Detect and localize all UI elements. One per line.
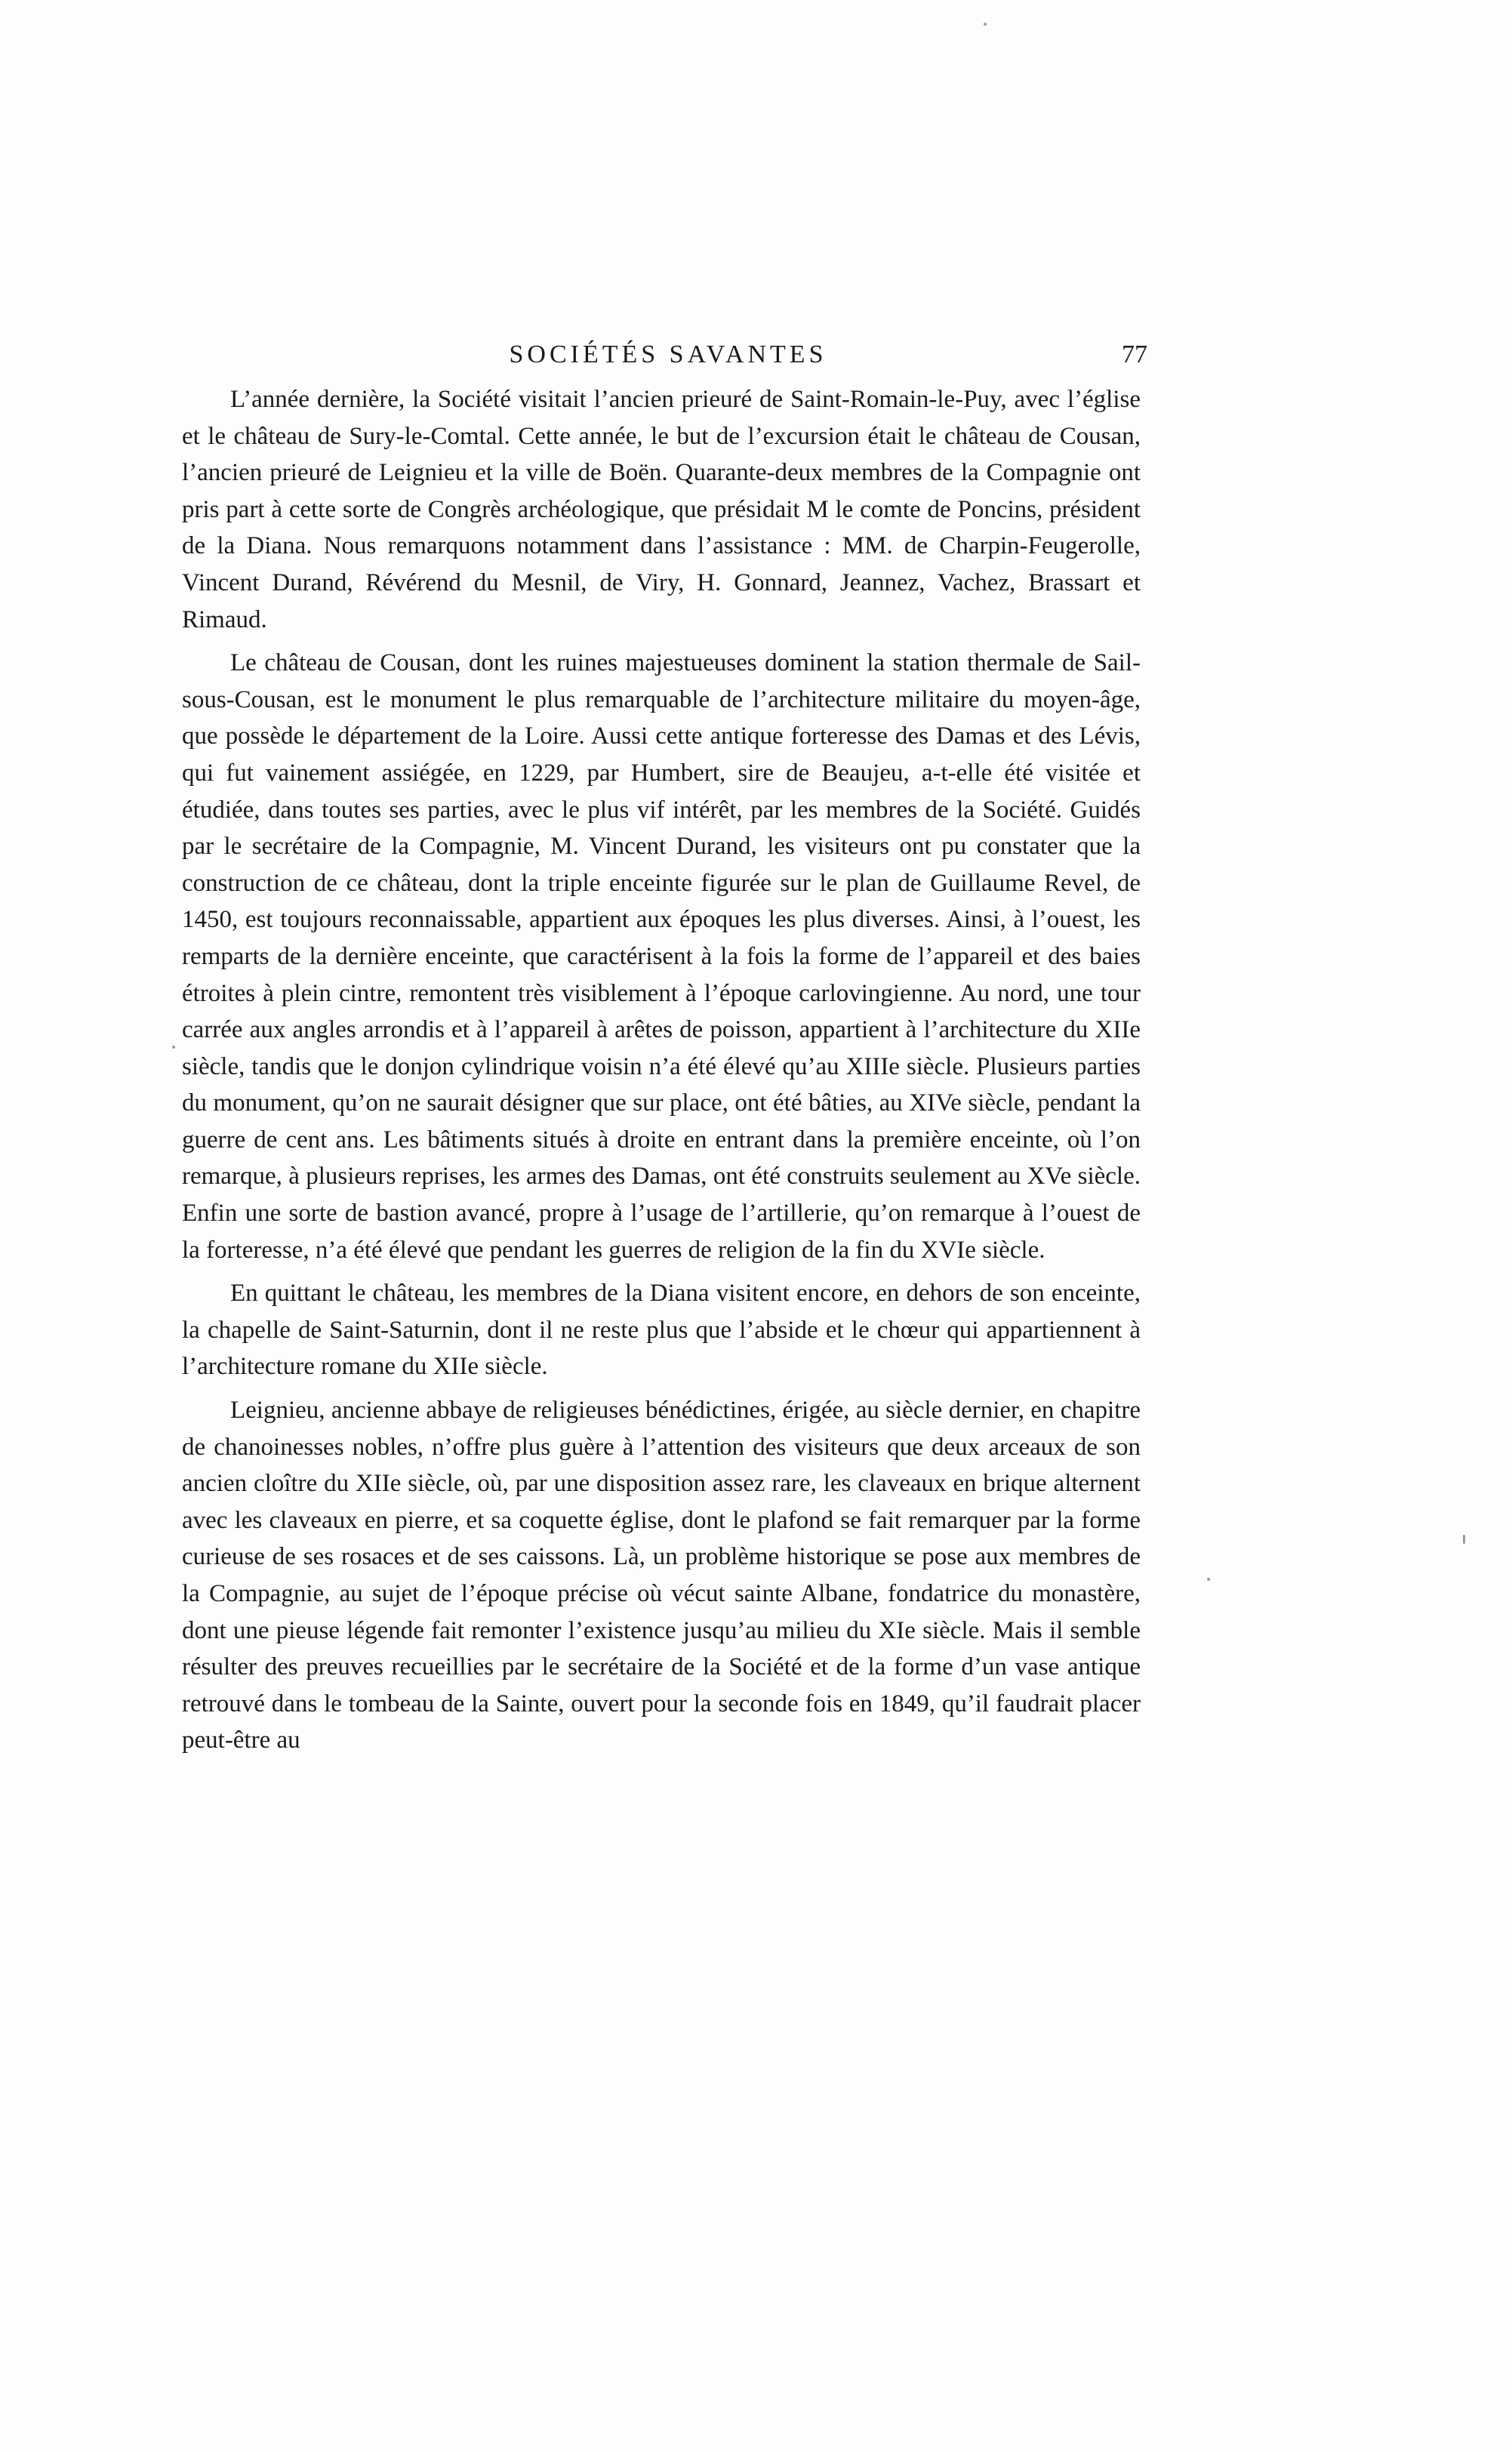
running-title: SOCIÉTÉS SAVANTES <box>509 340 827 368</box>
body-text <box>182 381 1141 1759</box>
paper-speck <box>1207 1578 1210 1581</box>
paper-speck <box>1463 1535 1465 1544</box>
page-header <box>189 336 1147 374</box>
page-number: 77 <box>1122 340 1147 368</box>
paper-speck <box>172 1046 175 1049</box>
paragraph-4: Leignieu, ancienne abbaye de religieuses bénédictines, érigée, au siècle dernier, en chapitre de chanoinesses nobles, n’offre plus guère à l’attention des visiteurs que deux arceaux de son ancien cloître du XIIe siècle, où, par une disposition assez rare, les claveaux en brique alternent avec les claveaux en pierre, et sa coquette église, dont le plafond se fait remarquer par la forme curieuse de ses rosaces et de ses caissons. Là, un problème historique se pose aux membres de la Compagnie, au sujet de l’époque précise où vécut sainte Albane, fondatrice du monastère, dont une pieuse légende fait remonter l’existence jusqu’au milieu du XIe siècle. Mais il semble résulter des preuves recueillies par le secrétaire de la Société et de la forme d’un vase antique retrouvé dans le tombeau de la Sainte, ouvert pour la seconde fois en 1849, qu’il faudrait placer peut-être au <box>182 1397 1141 1754</box>
paragraph-1: L’année dernière, la Société visitait l’ancien prieuré de Saint-Romain-le-Puy, avec l’église et le château de Sury-le-Comtal. Cette année, le but de l’excursion était le château de Cousan, l’ancien prieuré de Leignieu et la ville de Boën. Quarante-deux membres de la Compagnie ont pris part à cette sorte de Congrès archéologique, que présidait M le comte de Poncins, président de la Diana. Nous remarquons notamment dans l’assistance : MM. de Charpin-Feugerolle, Vincent Durand, Révérend du Mesnil, de Viry, H. Gonnard, Jeannez, Vachez, Brassart et Rimaud. <box>182 386 1141 633</box>
paper-speck <box>984 23 987 26</box>
paragraph-3: En quittant le château, les membres de la Diana visitent encore, en dehors de son enceinte, la chapelle de Saint-Saturnin, dont il ne reste plus que l’abside et le chœur qui appartiennent à l’architecture romane du XIIe siècle. <box>182 1280 1141 1381</box>
paragraph-2: Le château de Cousan, dont les ruines majestueuses dominent la station thermale de Sail-sous-Cousan, est le monument le plus remarquable de l’architecture militaire du moyen-âge, que possède le département de la Loire. Aussi cette antique forteresse des Damas et des Lévis, qui fut vainement assiégée, en 1229, par Humbert, sire de Beaujeu, a-t-elle été visitée et étudiée, dans toutes ses parties, avec le plus vif intérêt, par les membres de la Société. Guidés par le secrétaire de la Compagnie, M. Vincent Durand, les visiteurs ont pu constater que la construction de ce château, dont la triple enceinte figurée sur le plan de Guillaume Revel, de 1450, est toujours reconnaissable, appartient aux époques les plus diverses. Ainsi, à l’ouest, les remparts de la dernière enceinte, que caractérisent à la fois la forme de l’appareil et des baies étroites à plein cintre, remontent très visiblement à l’époque carlovingienne. Au nord, une tour carrée aux angles arrondis et à l’appareil à arêtes de poisson, appartient à l’architecture du XIIe siècle, tandis que le donjon cylindrique voisin n’a été élevé qu’au XIIIe siècle. Plusieurs parties du monument, qu’on ne saurait désigner que sur place, ont été bâties, au XIVe siècle, pendant la guerre de cent ans. Les bâtiments situés à droite en entrant dans la première enceinte, où l’on remarque, à plusieurs reprises, les armes des Damas, ont été construits seulement au XVe siècle. Enfin une sorte de bastion avancé, propre à l’usage de l’artillerie, qu’on remarque à l’ouest de la forteresse, n’a été élevé que pendant les guerres de religion de la fin du XVIe siècle. <box>182 649 1141 1264</box>
